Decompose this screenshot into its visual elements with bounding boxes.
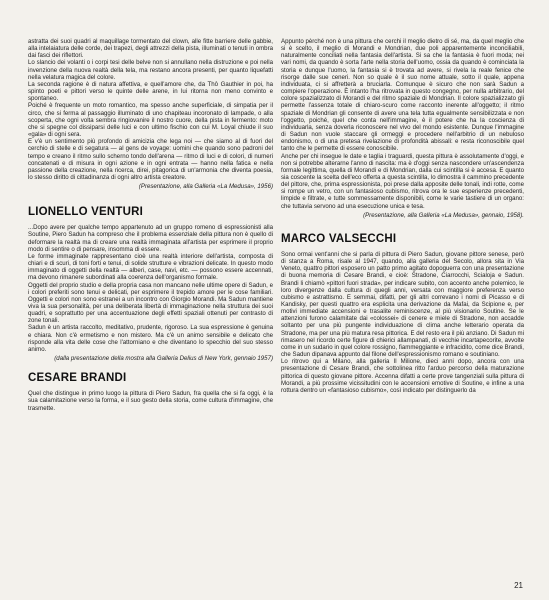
valsecchi-paragraph: Sono ormai vent'anni che si parla di pittura di Piero Sadun, giovane pittore senese, però di stanza a Roma, risale al 1947, quando, alla galleria del Secolo, allora sita in Via Veneto, quattro pittori esposero un patto primo agitato dopoguerra con una presentazione di buona memoria di Cesare Brandi, e cioè: Stradone, Ciarrocchi, Scialoja e Sadun. Brandi li chiamò «pittori fuori strada», per indicare subito, con accento anche polemico, le loro divergenze dalla cultura di quegli anni, versata con maggiore preferenza verso cubismo e astrattismo. E semmai, difatti, per gli altri correvano i nomi di Picasso e di Kandisky, per questi quattro era esplicita una derivazione da Mafai, da Scipione e, per motivi immediate accensioni e trasalite reminiscenze, al più visionario Soutine. Se le attenzioni furono calamitate dai «colossei» di cenere e miele di Stradone, non accadde soltanto per una più pungente individuazione di clima anche letterario operata da Stradone, ma per una più matura resa pittorica. E del resto era il più anziano. Di Sadun mi rimasero nel ricordo certe figure di chierici allampanati, di vecchie incartapecorite, avvolte come in un sudario in quel colore rossigno, fiammeggiante e infracidito, come dice Brandi, che Sadun dipanava appunto dal filone dell'espressionismo romano e soutiniano. [281,250,524,359]
intro-paragraph: E v'è un sentimento più profondo di amicizia che lega noi — che siamo al di fuori del cerchio di stelle e di segatura — al gens de voyage: uomini che quando sono padroni del tempo e creano il ritmo sullo scherno tondo dell'arena — ritmo di luci e di colori, di numeri concatenati e di misura in ogni azione e in ogni entrata — hanno nella fatica e nella passione della creazione, nella ricerca, direi, pitagorica di un'armonia che diventa poesia, lo stesso diritto di cittadinanza di ogni altro artista creatore. [28,138,273,181]
valsecchi-paragraph: Lo ritrovo qui a Milano, alla galleria Il Milione, dieci anni dopo, ancora con una presentazione di Cesare Brandi, che sottolinea ritto l'arduo percorso della maturazione pittorica di questo giovane pittore. Accenna difatti a certe prove tangenziali sulla pittura di Morandi, a più prossime vicissitudini con le accensioni emotive di Soutine, e infine a una rottura dentro un «fantasioso cubismo», così indicato per distinguerlo da [281,358,524,394]
venturi-paragraph: ...Dopo avere per qualche tempo appartenuto ad un gruppo romeno di espressionisti alla Soutine, Piero Sadun ha compreso che il problema essenziale della pittura non è quello di deformare la realtà ma di creare una realtà immaginata all'artista per esprimere il proprio modo di sentire o di pensare, insomma di essere. [28,224,273,253]
brandi-paragraph: Anche per chi insegue le date e taglia i traguardi, questa pittura è assolutamente d'oggi, e non si potrebbe alterarne l'anno di nascita: ma è d'oggi senza nascondere un'ascendenza formale legittima, quella di Morandi e di Mondrian, dalla cui scintilla si è accesa. E quanto sia coscente la scelta dell'eco offerta a questa scintilla, lo dimostra il cammino precedente del pittore, che, prima espressionista, poi prese dalla apposite delle tonali, indi rotte, come si rompe un vetro, con un fantasioso cubismo, ritrova ora le sue esperienze precedenti, limpide e filtrate, e tutte sommessamente disponibili, come le varie tastiere di un organo: che tuttavia servono ad una esecuzione unica e tesa. [281,152,524,210]
intro-paragraph: La seconda ragione è di natura affettiva, e quell'amore che, da Thô Gauthier in poi, ha spinto poeti e pittori verso le quinte delle arene, in lui ritorna non meno convinto e spontaneo. [28,80,273,103]
brandi-paragraph: Appunto pèrché non è una pittura che cerchi il meglio dietro di sé, ma, da quel meglio che si è scelto, il meglio di Morandi e Mondrian, due poli apparentemente inconciliabili, naturalmente conciliati nella fantasia dell'artista. Si sa che la fantasia è fuori moda; nei vari nomi, da quando è sorta l'arte nella storia dell'uomo, ossia da quando è cominciata la storia e dunque l'uomo, la fantasia si è trovata ad avere, si rivela la reale fenice che risorge dalle sue ceneri. Non so quale è il suo nome attuale, sotto il quale, appena individuata, ci si affretterà a bruciarla. Comunque è sicuro che non sarà Sadun a compiere l'operazione. È intanto l'ha ritrovata in questo congegno, per nulla arbitrario, del colore spazializzato di Morandi e del ritmo spaziale di Mondrian. Il colore spazializzato gli permette l'assenza totale di chiaro-scuro come racconto inerente all'oggetto; il ritmo spaziale di Mondrian gli consente di avere una tela tutta egualmente sensibilizzata e non l'oggetto, poiché, quel che conta nell'immagine, è il potere che ha la coscienza di individuarla, senza doverla riconoscere nel vivo del mondo esistente. Dunque l'immagine di Sadun non vuole staccare gli ormeggi e procedere nell'arbitrio di un nebuloso endonismo, o di una pretesa rivelazione di profondità abissali: e resta riconoscibile quel tanto che le permette di essere conoscibile. [281,38,524,153]
section-title-valsecchi: MARCO VALSECCHI [281,232,397,245]
venturi-paragraph: Oggetti del proprio studio e della propria casa non mancano nelle ultime opere di Sadun, e i colori preferiti sono tenui e delicati, per esprimere il trepido amore per le cose familiari. Oggetti e colori non sono estranei a un incontro con Giorgio Morandi. Ma Sadun mantiene viva la sua personalità, per una deliberata libertà di immaginazione nella struttura dei suoi quadri, e soprattutto per una accentuazione degli effetti spaziali ottenuti per contrasto di zone tonali. [28,281,273,325]
right-column [281,38,524,394]
venturi-paragraph: Sadun è un artista raccolto, meditativo, prudente, rigoroso. La sua espressione è genuina e chiara. Non c'è ermetismo e non mistero. Ma c'è un animo sensibile e delicato che risponde alla vita delle cose che l'attorniano e che diventano lo specchio del suo stesso animo. [28,324,273,353]
intro-paragraph: Poiché è frequente un moto romantico, ma spesso anche superficiale, di simpatia per il circo, che si ferma al passaggio illuminato di uno chapiteau incoronato di lampade, o alla scoperta, che ogni volta sembra ringiovanire il nostro cuore, della pista in fermento: moto che si spegne col dissiparsi delle luci e con ultimo fischio con cui M. Loyal chiude il suo «gala» di ogni sera. [28,102,273,139]
page-number: 21 [514,581,523,590]
left-column [28,38,273,412]
section-title-venturi: LIONELLO VENTURI [28,206,144,219]
venturi-citation: (dalla presentazione della mostra alla Galleria Delius di New York, gennaio 1957) [54,355,273,363]
venturi-paragraph: Le forme immaginate rappresentano cioè una realtà interiore dell'artista, composta di chiari e di scuri, di toni forti e tenui, di solide strutture e vibrazioni delicate. In questo modo immaginato di oggetti della realtà — alberi, case, navi, etc. — possono essere accennati, ma devono rimanere subordinati alla coerenza dell'organismo formale. [28,252,273,282]
intro-citation: (Presentazione, alla Galleria «La Medusa», 1956) [138,183,273,191]
brandi-citation: (Presentazione, alla Galleria «La Medusa», gennaio, 1958). [363,211,524,219]
brandi-paragraph: Quel che distingue in primo luogo la pittura di Piero Sadun, fra quella che si fa oggi, è la sua calamitazione verso la forma, e il suo gesto della storia, come cultura d'immagine, che trasmette. [28,390,273,412]
intro-paragraph: astratta dei suoi quadri al maquillage tormentato del clown, alle fitte barriere delle gabbie, alla intelaiatura delle corde, dei trapezi, degli attrezzi della pista, illuminati o tenuti in ombra dai fasci dei riflettori. [28,38,273,60]
section-title-brandi: CESARE BRANDI [28,372,127,385]
intro-paragraph: Lo slancio dei volanti o i corpi tesi delle belve non si annullano nella distruzione e poi nella invenzione della nuova realtà della tela, ma restano ancora presenti, per quanto liquefatti nella velatura magica del colore. [28,59,273,81]
